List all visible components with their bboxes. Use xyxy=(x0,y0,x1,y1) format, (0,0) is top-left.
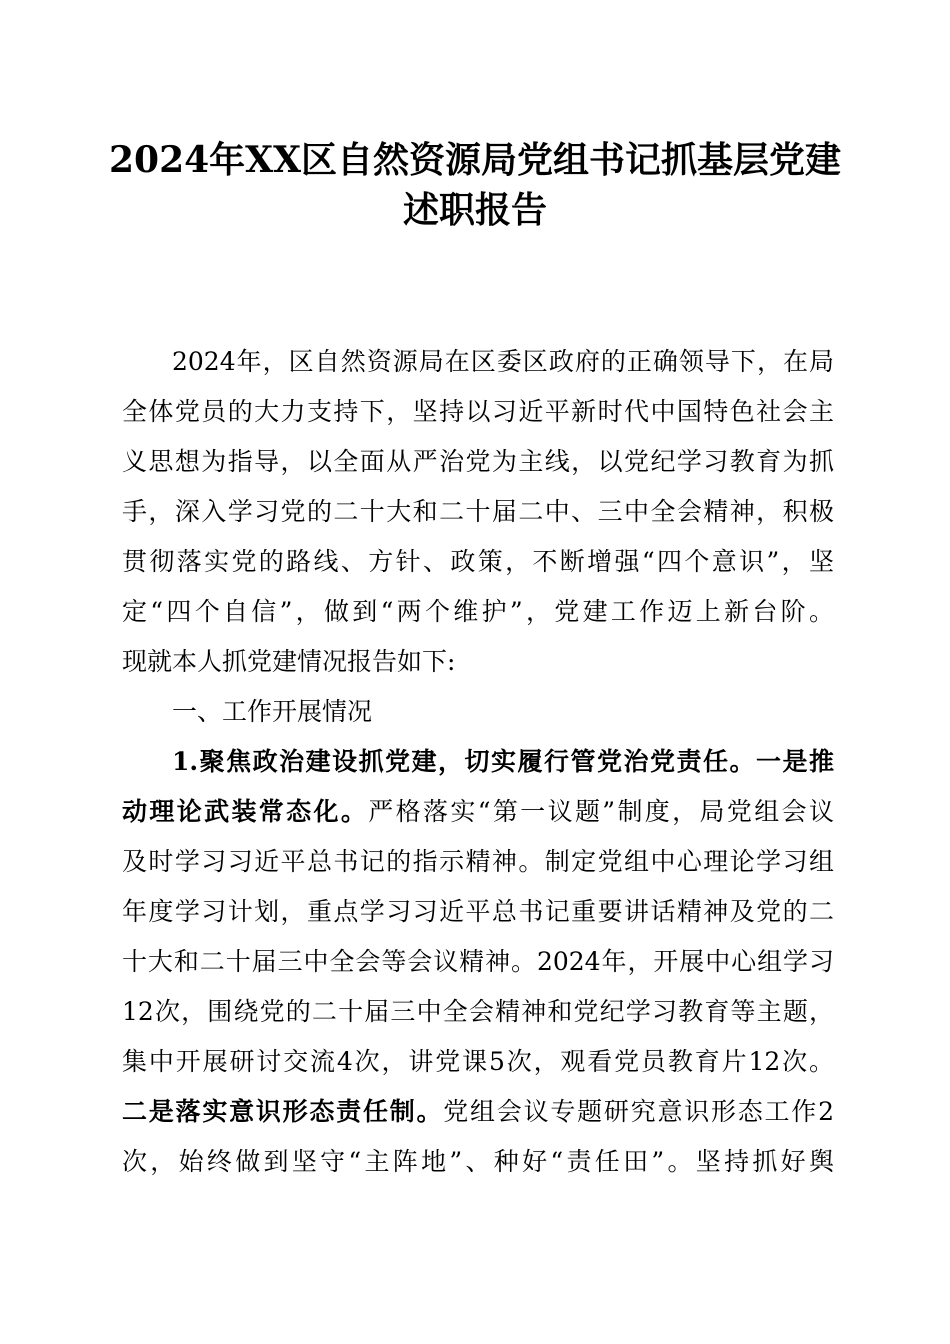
intro-line-6: 定“四个自信”，做到“两个维护”，党建工作迈上新台阶。 xyxy=(122,597,834,626)
intro-line-7: 现就本人抓党建情况报告如下: xyxy=(122,647,456,676)
title-line-2: 述职报告 xyxy=(402,189,547,231)
document-title xyxy=(100,135,850,235)
intro-line-3: 义思想为指导，以全面从严治党为主线，以党纪学习教育为抓 xyxy=(122,447,834,476)
item1-line-1: 1.聚焦政治建设抓党建，切实履行管党治党责任。一是推 xyxy=(172,747,834,776)
section-heading: 一、工作开展情况 xyxy=(172,697,373,726)
intro-line-2: 全体党员的大力支持下，坚持以习近平新时代中国特色社会主 xyxy=(122,397,834,426)
item1-line-6: 12次，围绕党的二十届三中全会精神和党纪学习教育等主题， xyxy=(122,997,834,1026)
item1-line-2-text: 严格落实“第一议题”制度，局党组会议 xyxy=(368,797,834,826)
intro-line-1: 2024年，区自然资源局在区委区政府的正确领导下，在局 xyxy=(172,347,834,376)
item1-line-2 xyxy=(122,787,834,837)
document-body xyxy=(122,337,834,1187)
title-line-1: 2024年XX区自然资源局党组书记抓基层党建 xyxy=(108,139,842,181)
intro-line-4: 手，深入学习党的二十大和二十届二中、三中全会精神，积极 xyxy=(122,497,834,526)
item1-line-2-bold: 动理论武装常态化。 xyxy=(122,797,369,826)
item1-line-9: 次，始终做到坚守“主阵地”、种好“责任田”。坚持抓好舆 xyxy=(122,1147,834,1176)
item1-line-8-text: 党组会议专题研究意识形态工作2 xyxy=(443,1097,834,1126)
intro-line-5: 贯彻落实党的路线、方针、政策，不断增强“四个意识”，坚 xyxy=(122,547,834,576)
item1-line-7: 集中开展研讨交流4次，讲党课5次，观看党员教育片12次。 xyxy=(122,1047,834,1076)
item1-line-5: 十大和二十届三中全会等会议精神。2024年，开展中心组学习 xyxy=(122,947,834,976)
item1-line-8 xyxy=(122,1087,834,1137)
item1-line-4: 年度学习计划，重点学习习近平总书记重要讲话精神及党的二 xyxy=(122,897,834,926)
item1-line-8-bold: 二是落实意识形态责任制。 xyxy=(122,1097,444,1126)
item1-line-3: 及时学习习近平总书记的指示精神。制定党组中心理论学习组 xyxy=(122,847,834,876)
